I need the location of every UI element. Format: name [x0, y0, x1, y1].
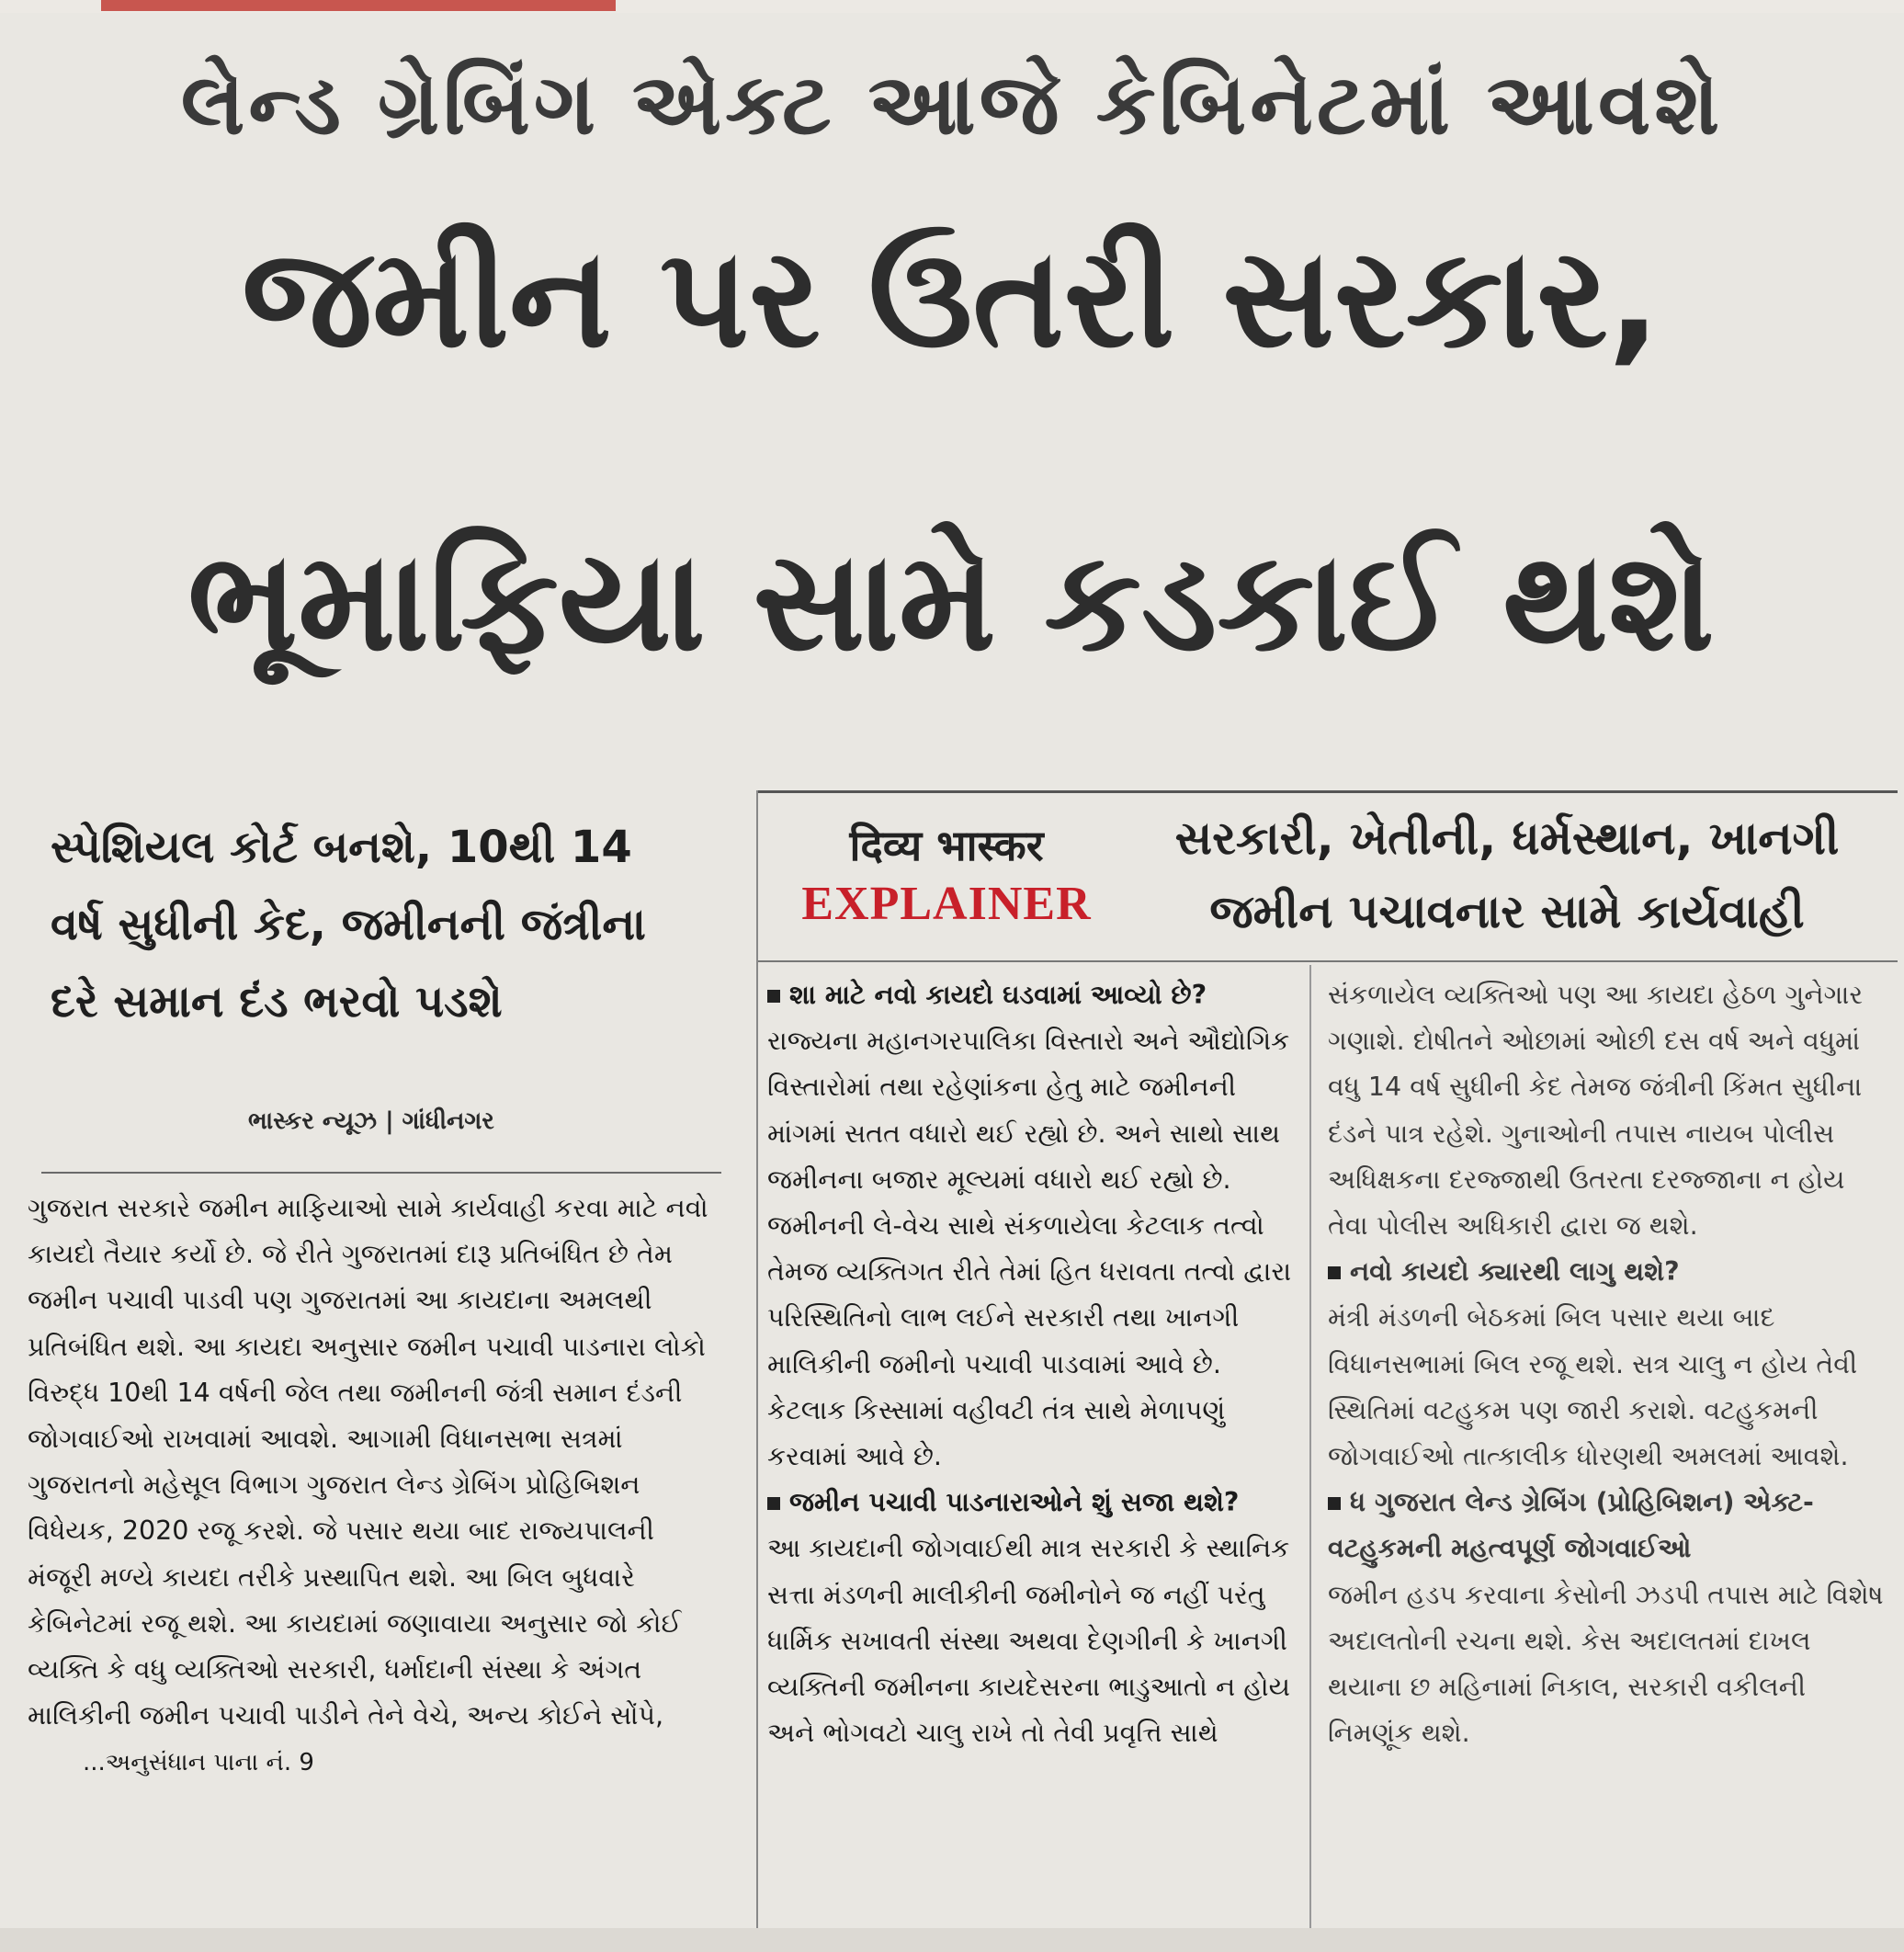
bullet-square-icon [1328, 1497, 1341, 1510]
question-4 [1328, 1480, 1888, 1572]
question-3 [1328, 1249, 1888, 1295]
question-2-text: જમીન પચાવી પાડનારાઓને શું સજા થશે? [789, 1487, 1240, 1518]
main-story-column [28, 1186, 726, 1787]
explainer-top-rule [758, 790, 1898, 793]
main-headline-line2: ભૂમાફિયા સામે કડકાઈ થશે [187, 522, 1715, 682]
question-1-text: શા માટે નવો કાયદો ઘડવામાં આવ્યો છે? [789, 980, 1207, 1010]
answer-1: રાજ્યના મહાનગરપાલિકા વિસ્તારો અને ઔદ્યોગિક વિસ્તારોમાં તથા રહેણાંકના હેતુ માટે જમીનની માંગમાં સતત વધારો થઈ રહ્યો છે. અને સાથો સાથ જમીનના બજાર મૂલ્યમાં વધારો થઈ રહ્યો છે. જમીનની લે-વેચ સાથે સંકળાયેલા કેટલાક તત્વો તેમજ વ્યક્તિગત રીતે તેમાં હિત ધરાવતા તત્વો દ્વારા પરિસ્થિતિનો લાભ લઈને સરકારી તથા ખાનગી માલિકીની જમીનો પચાવી પાડવામાં આવે છે. કેટલાક કિસ્સામાં વહીવટી તંત્ર સાથે મેળાપણું કરવામાં આવે છે. [767, 1026, 1292, 1472]
main-story-body: ગુજરાત સરકારે જમીન માફિયાઓ સામે કાર્યવાહી કરવા માટે નવો કાયદો તૈયાર કર્યો છે. જે રીતે ગુજરાતમાં દારૂ પ્રતિબંધિત છે તેમ જમીન પચાવી પાડવી પણ ગુજરાતમાં આ કાયદાના અમલથી પ્રતિબંધિત થશે. આ કાયદા અનુસાર જમીન પચાવી પાડનારા લોકો વિરુદ્ધ 10થી 14 વર્ષની જેલ તથા જમીનની જંત્રી સમાન દંડની જોગવાઈઓ રાખવામાં આવશે. આગામી વિધાનસભા સત્રમાં ગુજરાતનો મહેસૂલ વિભાગ ગુજરાત લેન્ડ ગ્રેબિંગ પ્રોહિબિશન વિધેયક, 2020 રજૂ કરશે. જે પસાર થયા બાદ રાજ્યપાલની મંજૂરી મળ્યે કાયદા તરીકે પ્રસ્થાપિત થશે. આ બિલ બુધવારે કેબિનેટમાં રજૂ થશે. આ કાયદામાં જણાવાયા અનુસાર જો કોઈ વ્યક્તિ કે વધુ વ્યક્તિઓ સરકારી, ધર્માદાની સંસ્થા કે અંગત માલિકીની જમીન પચાવી પાડીને તેને વેચે, અન્ય કોઈને સોંપે, [28, 1193, 708, 1731]
explainer-title-line1: સરકારી, ખેતીની, ધર્મસ્થાન, ખાનગી [1174, 811, 1840, 865]
explainer-column-divider [1309, 965, 1311, 1930]
answer-4: જમીન હડપ કરવાના કેસોની ઝડપી તપાસ માટે વિશેષ અદાલતોની રચના થશે. કેસ અદાલતમાં દાખલ થયાના છ મહિનામાં નિકાલ, સરકારી વકીલની નિમણૂંક થશે. [1328, 1579, 1884, 1749]
byline: ભાસ્કર ન્યૂઝ | ગાંધીનગર [248, 1107, 494, 1135]
brand-tag: EXPLAINER [801, 878, 1092, 930]
divider [41, 1172, 721, 1174]
question-1 [767, 972, 1300, 1018]
subheadline-line1: સ્પેશિયલ કોર્ટ બનશે, 10થી 14 [51, 822, 632, 873]
brand-name: दिव्य भास्कर [849, 821, 1044, 870]
subheadline-line3: દરે સમાન દંડ ભરવો પડશે [51, 976, 503, 1027]
question-3-text: નવો કાયદો ક્યારથી લાગુ થશે? [1350, 1256, 1680, 1288]
explainer-title [1116, 801, 1898, 948]
main-headline-line1: જમીન પર ઉતરી સરકાર, [242, 219, 1660, 379]
continued-note: ...અનુસંધાન પાના નં. 9 [83, 1749, 314, 1777]
question-4-text: ધ ગુજરાત લેન્ડ ગ્રેબિંગ (પ્રોહિબિશન) એક્ટ-વટહુકમની મહત્વપૂર્ણ જોગવાઈઓ [1328, 1487, 1814, 1564]
answer-2: આ કાયદાની જોગવાઈથી માત્ર સરકારી કે સ્થાનિક સત્તા મંડળની માલીકીની જમીનોને જ નહીં પરંતુ ધાર્મિક સખાવતી સંસ્થા અથવા દેણગીની કે ખાનગી વ્યક્તિની જમીનના કાયદેસરના ભાડુઆતો ન હોય અને ભોગવટો ચાલુ રાખે તો તેવી પ્રવૃત્તિ સાથે [767, 1533, 1291, 1749]
explainer-header-rule [758, 960, 1898, 962]
explainer-column-1 [767, 972, 1300, 1756]
subheadline-line2: વર્ષ સુધીની કેદ, જમીનની જંત્રીના [51, 899, 646, 950]
bullet-square-icon [767, 1497, 780, 1510]
masthead-red-band [101, 0, 616, 11]
explainer-brand [781, 816, 1112, 931]
answer-3: મંત્રી મંડળની બેઠકમાં બિલ પસાર થયા બાદ વિધાનસભામાં બિલ રજૂ થશે. સત્ર ચાલુ ન હોય તેવી સ્થિતિમાં વટહુકમ પણ જારી કરાશે. વટહુકમની જોગવાઈઓ તાત્કાલીક ધોરણથી અમલમાં આવશે. [1328, 1302, 1858, 1472]
page-bottom-edge [0, 1928, 1904, 1952]
top-strip [0, 0, 1904, 13]
subheadline [51, 809, 749, 1040]
kicker-headline: લેન્ડ ગ્રેબિંગ એક્ટ આજે કેબિનેટમાં આવશે [180, 55, 1724, 153]
explainer-title-line2: જમીન પચાવનાર સામે કાર્યવાહી [1209, 885, 1805, 938]
bullet-square-icon [767, 990, 780, 1003]
bullet-square-icon [1328, 1266, 1341, 1279]
question-2 [767, 1480, 1300, 1526]
answer-2-continued: સંકળાયેલ વ્યક્તિઓ પણ આ કાયદા હેઠળ ગુનેગાર ગણાશે. દોષીતને ઓછામાં ઓછી દસ વર્ષ અને વધુમાં વધુ 14 વર્ષ સુધીની કેદ તેમજ જંત્રીની કિંમત સુધીના દંડને પાત્ર રહેશે. ગુનાઓની તપાસ નાયબ પોલીસ અધિક્ષકના દરજ્જાથી ઉતરતા દરજ્જાના ન હોય તેવા પોલીસ અધિકારી દ્વારા જ થશે. [1328, 980, 1864, 1242]
explainer-column-2 [1328, 972, 1888, 1756]
